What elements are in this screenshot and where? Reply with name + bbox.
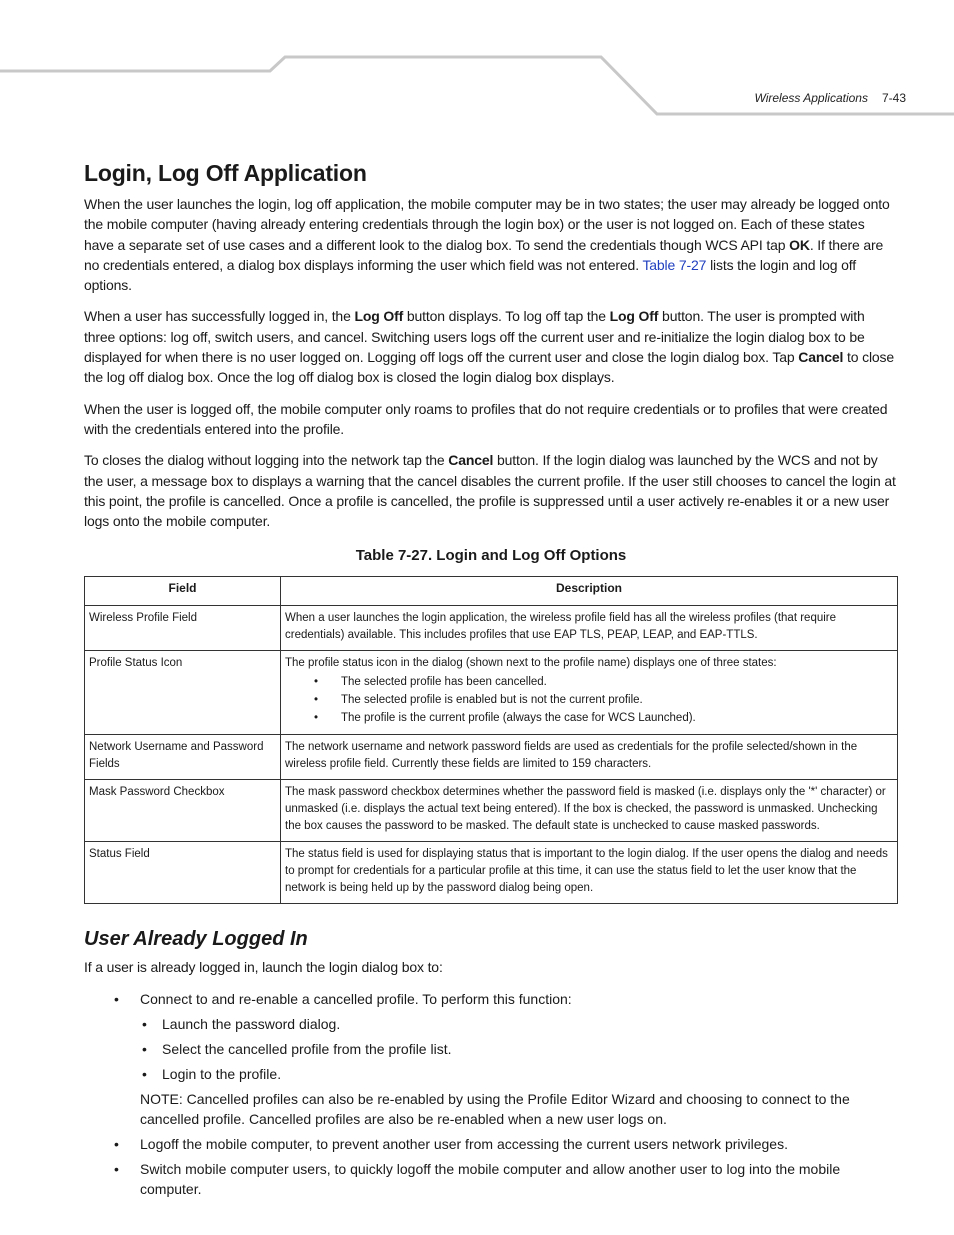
list-item: • Login to the profile. <box>140 1064 898 1084</box>
column-header-description: Description <box>281 577 898 606</box>
table-title: Table 7-27. Login and Log Off Options <box>355 547 627 565</box>
actions-list <box>84 989 898 1199</box>
paragraph-1: When the user launches the login, log off application, the mobile computer may be in two states; the user may already be logged onto the mobile computer (having already entering credentials through the login box) or the user is not logged on. Each of these states have a separate set of use cases and a different look to the dialog box. To send the credentials though WCS API tap OK. If there are no credentials entered, a dialog box displays informing the user which field was not entered. Table 7-27 lists the login and log off options. <box>84 196 890 294</box>
paragraph-2: When a user has successfully logged in, the Log Off button displays. To log off tap the Log Off button. The user is prompted with three options: log off, switch users, and cancel. Switching users logs off the current user and re-initialize the login dialog box to be displayed for when there is no user logged on. Logging off logs off the current user and close the login dialog box. Tap Cancel to close the log off dialog box. Once the log off dialog box is closed the login dialog box displays. <box>84 308 895 386</box>
table-row <box>85 606 898 651</box>
list-item: • Switch mobile computer users, to quickly logoff the mobile computer and allow another user to log into the mobile computer. <box>84 1159 898 1199</box>
list-item: • Logoff the mobile computer, to prevent another user from accessing the current users network privileges. <box>84 1134 898 1154</box>
running-header <box>754 91 906 105</box>
header-rule <box>0 0 954 130</box>
description-cell: When a user launches the login application, the wireless profile field has all the wireless profiles (that require credentials) available. This includes profiles that use EAP TLS, PEAP, LEAP, and EAP-TTLS. <box>281 606 898 651</box>
section-intro: If a user is already logged in, launch the login dialog box to: <box>84 959 443 976</box>
options-table <box>84 576 898 904</box>
section-heading: User Already Logged In <box>84 928 308 951</box>
note-text: NOTE: Cancelled profiles can also be re-enabled by using the Profile Editor Wizard and choosing to connect to the cancelled profile. Cancelled profiles are also be re-enabled when a new user logs on. <box>140 1090 850 1127</box>
page-content <box>84 160 898 1204</box>
list-item: • The selected profile is enabled but is not the current profile. <box>341 692 893 709</box>
status-states-list <box>285 674 893 727</box>
field-cell: Mask Password Checkbox <box>85 780 281 842</box>
column-header-field: Field <box>85 577 281 606</box>
paragraph-4: To closes the dialog without logging into the network tap the Cancel button. If the login dialog was launched by the WCS and not by the user, a message box to displays a warning that the cancel disables the current profile. If the user still chooses to cancel the login at this point, the profile is cancelled. Once a profile is cancelled, the profile is suppressed until a user actively re-enables it or a new user logs onto the mobile computer. <box>84 452 896 530</box>
field-cell: Status Field <box>85 842 281 904</box>
field-cell: Wireless Profile Field <box>85 606 281 651</box>
description-cell: The network username and network password fields are used as credentials for the profile selected/shown in the wireless profile field. Currently these fields are limited to 159 characters. <box>281 735 898 780</box>
sub-list <box>140 1014 898 1084</box>
table-link[interactable]: Table 7-27 <box>642 256 707 273</box>
description-cell: The status field is used for displaying status that is important to the login dialog. If the user opens the dialog and needs to prompt for credentials for a particular profile at this time, it can use the status field to let the user know that the network is being held up by the password dialog being open. <box>281 842 898 904</box>
list-item: • Select the cancelled profile from the profile list. <box>140 1039 898 1059</box>
table-header-row <box>85 577 898 606</box>
page-title: Login, Log Off Application <box>84 160 367 186</box>
list-item: • Launch the password dialog. <box>140 1014 898 1034</box>
list-item: • Connect to and re-enable a cancelled profile. To perform this function: • Launch the password dialog. • Select the cancelled profile from the profile list. • Login to the profile. NOTE: Cancelled profiles can also be re-enabled by using the Profile Editor Wizard and choosing to connect to the cancelled profile. Cancelled profiles are also be re-enabled when a new user logs on. <box>84 989 898 1129</box>
table-row <box>85 842 898 904</box>
description-cell: The mask password checkbox determines whether the password field is masked (i.e. displays only the '*' character) or unmasked (i.e. displays the actual text being entered). If the box is checked, the password is unmasked. Unchecking the box causes the password to be masked. The default state is unchecked to cause masked passwords. <box>281 780 898 842</box>
table-row <box>85 735 898 780</box>
description-cell: The profile status icon in the dialog (shown next to the profile name) displays one of three states: • The selected profile has been cancelled. • The selected profile is enabled but is not the current profile. • The profile is the current profile (always the case for WCS Launched). <box>281 651 898 735</box>
list-item: • The selected profile has been cancelled. <box>341 674 893 691</box>
page-number: 7-43 <box>881 91 906 105</box>
table-row <box>85 780 898 842</box>
field-cell: Profile Status Icon <box>85 651 281 735</box>
table-row <box>85 651 898 735</box>
paragraph-3: When the user is logged off, the mobile computer only roams to profiles that do not require credentials or to profiles that were created with the credentials entered into the profile. <box>84 400 888 437</box>
section-name: Wireless Applications <box>754 91 868 105</box>
field-cell: Network Username and Password Fields <box>85 735 281 780</box>
list-item: • The profile is the current profile (always the case for WCS Launched). <box>341 710 893 727</box>
